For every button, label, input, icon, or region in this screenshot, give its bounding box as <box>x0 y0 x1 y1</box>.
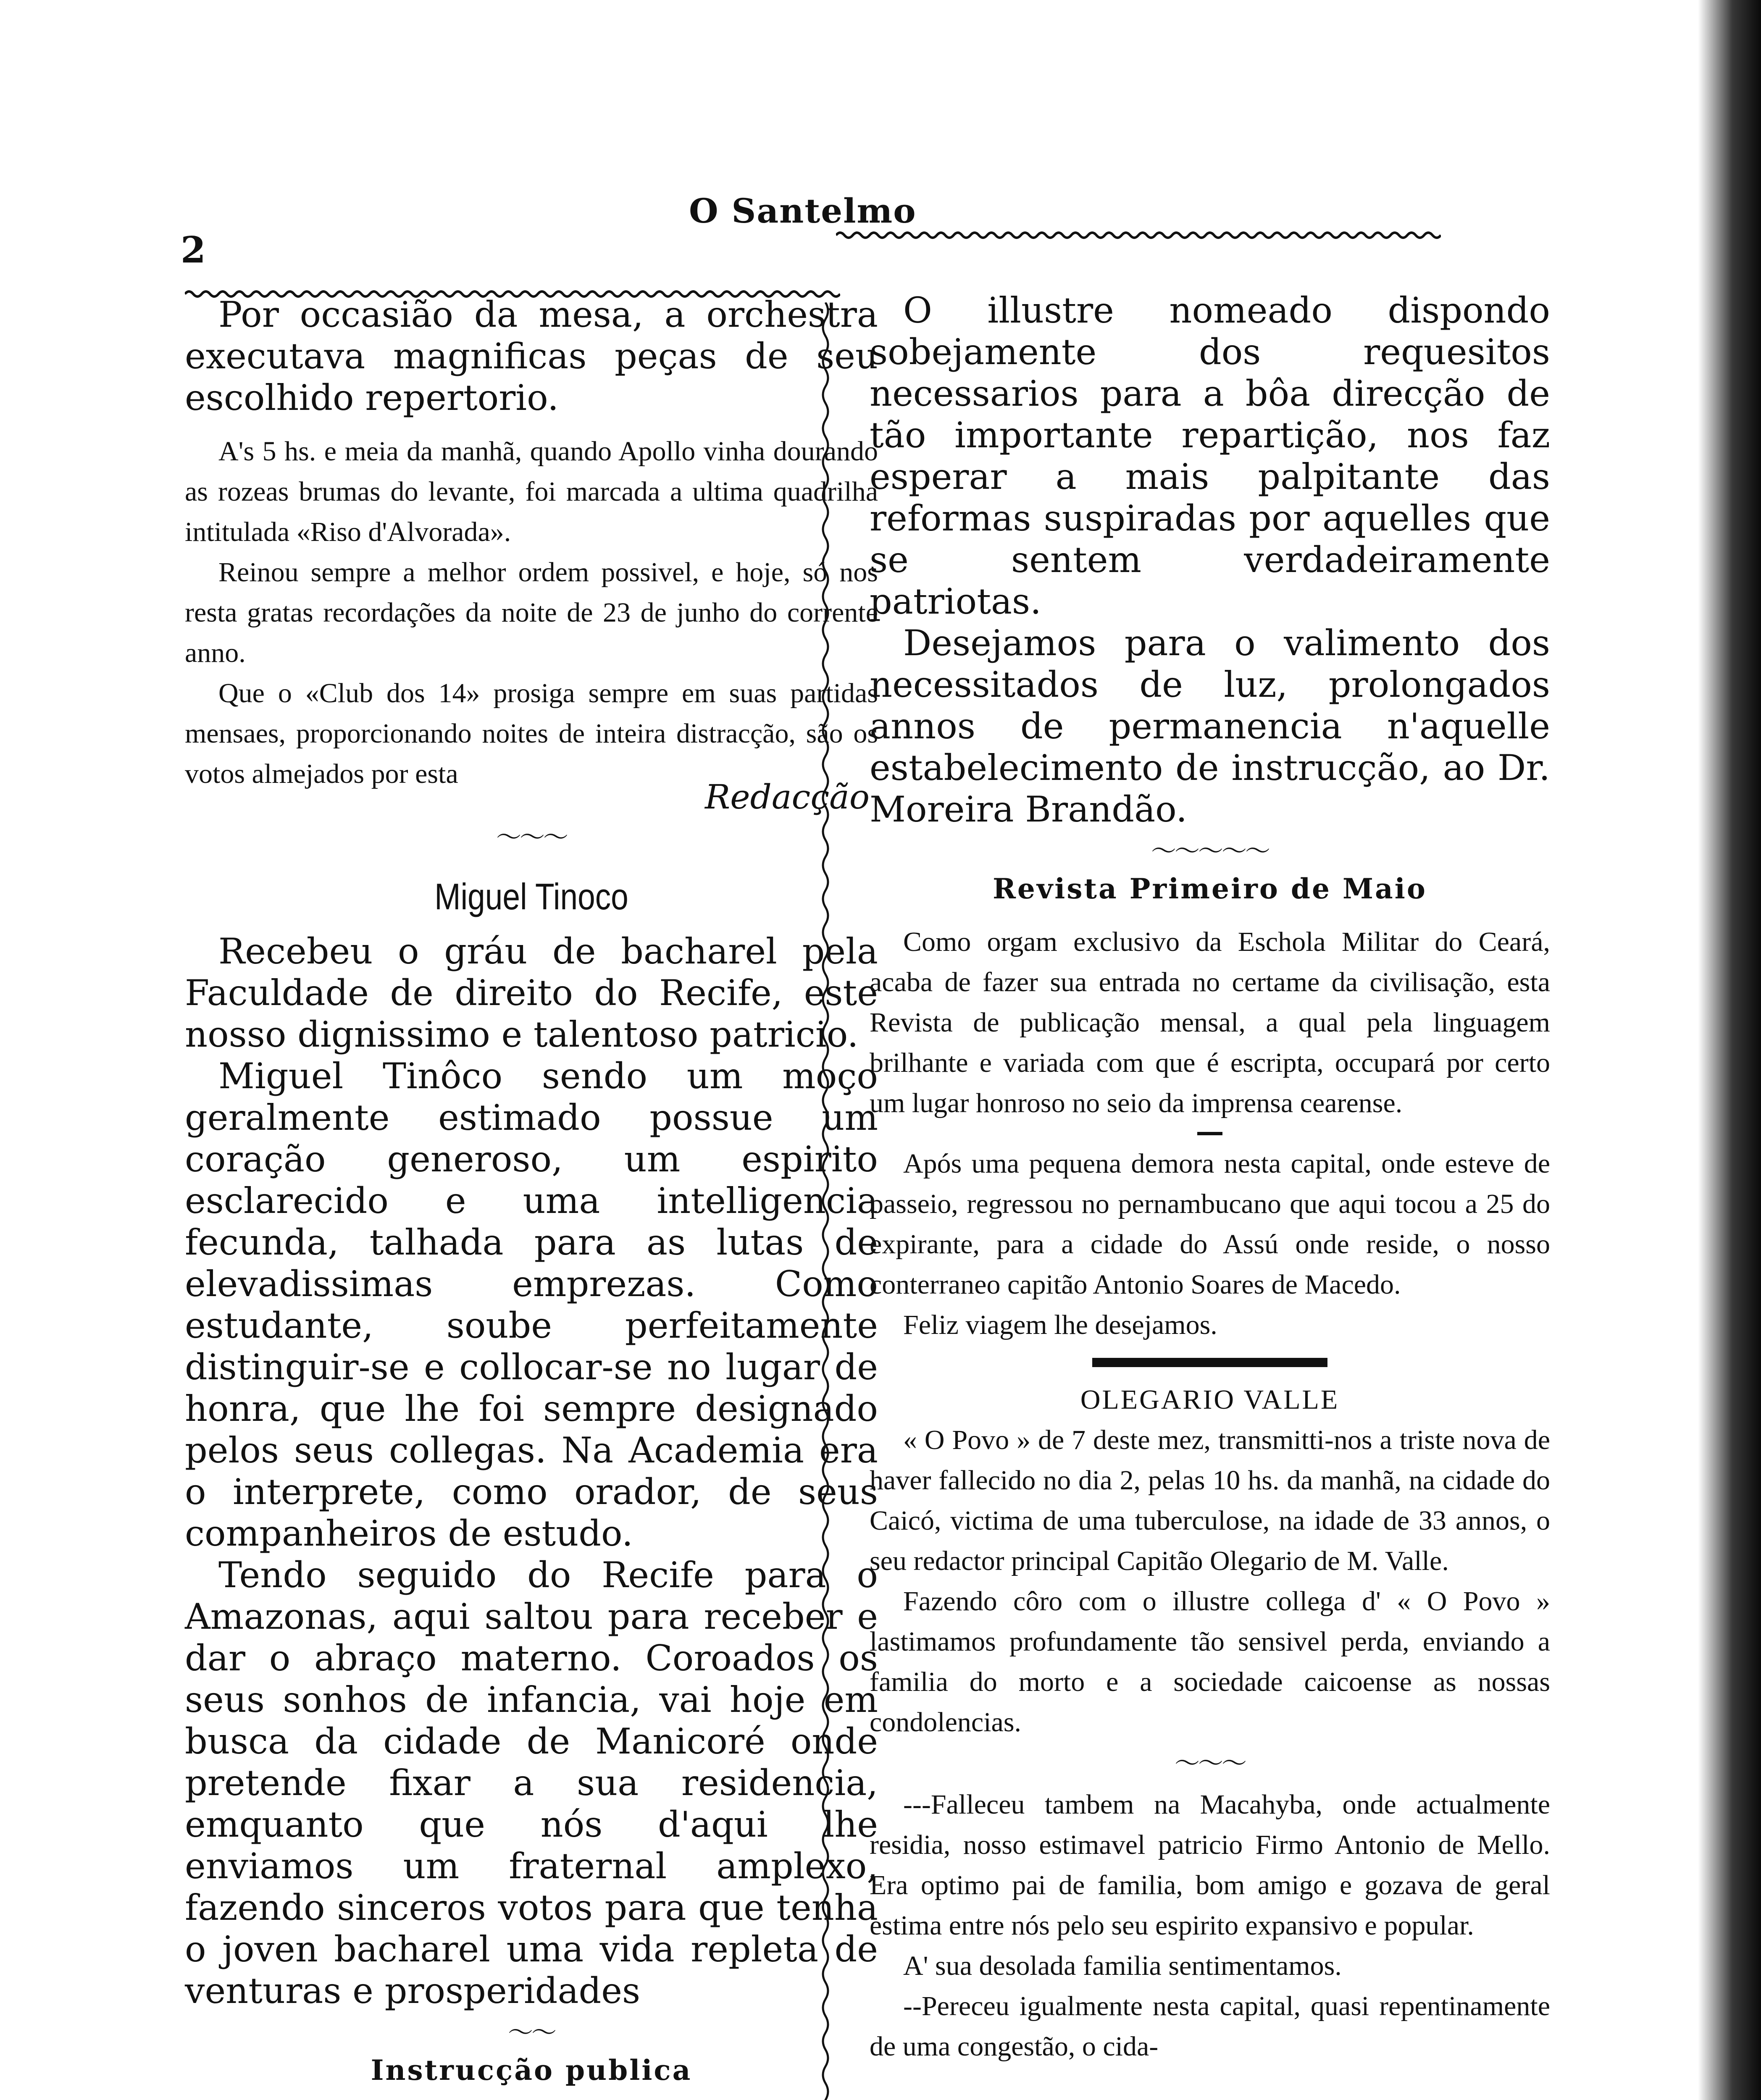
paragraph: --Pereceu igualmente nesta capital, quasi repentinamente de uma congestão, o cida- <box>870 1991 1550 2062</box>
paragraph: Reinou sempre a melhor ordem possivel, e hoje, só nos resta gratas recordações da noite de 23 de junho do corrente anno. <box>185 557 878 668</box>
obituary-notices <box>870 1785 1550 2067</box>
paragraph: « O Povo » de 7 deste mez, transmitti-nos a triste nova de haver fallecido no dia 2, pelas 10 hs. da manhã, na cidade do Caicó, victima de uma tuberculose, na idade de 33 annos, o seu redactor principal Capitão Olegario de M. Valle. <box>870 1425 1550 1576</box>
article-heading: Revista Primeiro de Maio <box>993 872 1427 905</box>
thick-rule <box>1092 1358 1327 1367</box>
paragraph: Após uma pequena demora nesta capital, onde esteve de passeio, regressou no pernambucano que aqui tocou a 25 do expirante, para a cidade do Assú onde reside, o nosso conterraneo capitão Antonio Soares de Macedo. <box>870 1148 1550 1300</box>
left-column <box>185 294 878 2100</box>
paragraph: Feliz viagem lhe desejamos. <box>903 1310 1217 1340</box>
right-column <box>870 290 1550 2067</box>
ornament-divider: 〜〜〜〜〜 <box>1151 837 1269 866</box>
olegario-article <box>870 1420 1550 1743</box>
paragraph: Miguel Tinôco sendo um moço geralmente estimado possue um coração generoso, um espirito esclarecido e uma intelligencia fecunda, talhada para as lutas de elevadissimas emprezas. Como estudante, soube perfeitamente distinguir-se e collocar-se no lugar de honra, que lhe foi sempre designado pelos seus collegas. Na Academia era o interprete, como orador, de seus companheiros de estudo. <box>185 1055 878 1554</box>
revista-article <box>870 922 1550 1124</box>
visit-notice <box>870 1144 1550 1345</box>
ornament-divider: 〜〜〜 <box>1175 1749 1245 1778</box>
paragraph: Como orgam exclusivo da Eschola Militar do Ceará, acaba de fazer sua entrada no certame da civilisação, esta Revista de publicação mensal, a qual pela linguagem brilhante e variada com que é escripta, occupará por certo um lugar honroso no seio da imprensa cearense. <box>870 927 1550 1118</box>
paragraph: A' sua desolada familia sentimentamos. <box>903 1950 1342 1981</box>
ornament-divider: 〜〜 <box>508 2018 555 2048</box>
paragraph: Fazendo côro com o illustre collega d' « O Povo » lastimamos profundamente tão sensivel perda, enviando a familia do morto e a sociedade caicoense as nossas condolencias. <box>870 1586 1550 1738</box>
orchestra-paragraph <box>185 294 878 419</box>
paragraph: Que o «Club dos 14» prosiga sempre em suas partidas mensaes, proporcionando noites de inteira distracção, são os votos almejados por esta <box>185 678 878 789</box>
article-heading: Miguel Tinoco <box>434 876 628 917</box>
header-rule-right <box>836 227 1441 244</box>
article-heading: OLEGARIO VALLE <box>1080 1384 1340 1415</box>
paragraph: ---Falleceu tambem na Macahyba, onde actualmente residia, nosso estimavel patricio Firmo Antonio de Mello. Era optimo pai de familia, bom amigo e gozava de geral estima entre nós pelo seu espirito expansivo e popular. <box>870 1789 1550 1941</box>
scan-edge-shadow <box>1698 0 1761 2100</box>
ball-report <box>185 431 878 794</box>
paragraph: Por occasião da mesa, a orchestra executava magnificas peças de seu escolhido repertorio. <box>185 294 878 418</box>
masthead-title: O Santelmo <box>689 191 917 231</box>
ornament-divider: 〜〜〜 <box>496 823 567 852</box>
signature: Redacção <box>705 777 870 816</box>
paragraph: Recebeu o gráu de bacharel pela Faculdade de direito do Recife, este nosso dignissimo e talentoso patricio. <box>185 931 878 1055</box>
page-number: 2 <box>181 229 206 271</box>
paragraph: A's 5 hs. e meia da manhã, quando Apollo vinha dourando as rozeas brumas do levante, foi marcada a ultima quadrilha intitulada «Riso d'Alvorada». <box>185 436 878 547</box>
paragraph: Desejamos para o valimento dos necessitados de luz, prolongados annos de permanencia n'aquelle estabelecimento de instrucção, ao Dr. Moreira Brandão. <box>870 622 1550 830</box>
paragraph: O illustre nomeado dispondo sobejamente dos requesitos necessarios para a bôa direcção de tão importante repartição, nos faz esperar a mais palpitante das reformas suspiradas por aquelles que se sentem verdadeiramente patriotas. <box>870 290 1550 622</box>
paragraph: Tendo seguido do Recife para o Amazonas, aqui saltou para receber e dar o abraço materno. Coroados os seus sonhos de infancia, vai hoje em busca da cidade de Manicoré onde pretende fixar a sua residencia, emquanto que nós d'aqui lhe enviamos um fraternal amplexo, fazendo sinceros votos para que tenha o joven bacharel uma vida repleta de venturas e prosperidades <box>185 1554 878 2011</box>
instruccao-continued <box>870 290 1550 830</box>
short-rule <box>1197 1132 1222 1135</box>
tinoco-article <box>185 931 878 2012</box>
article-heading: Instrucção publica <box>371 2054 692 2087</box>
